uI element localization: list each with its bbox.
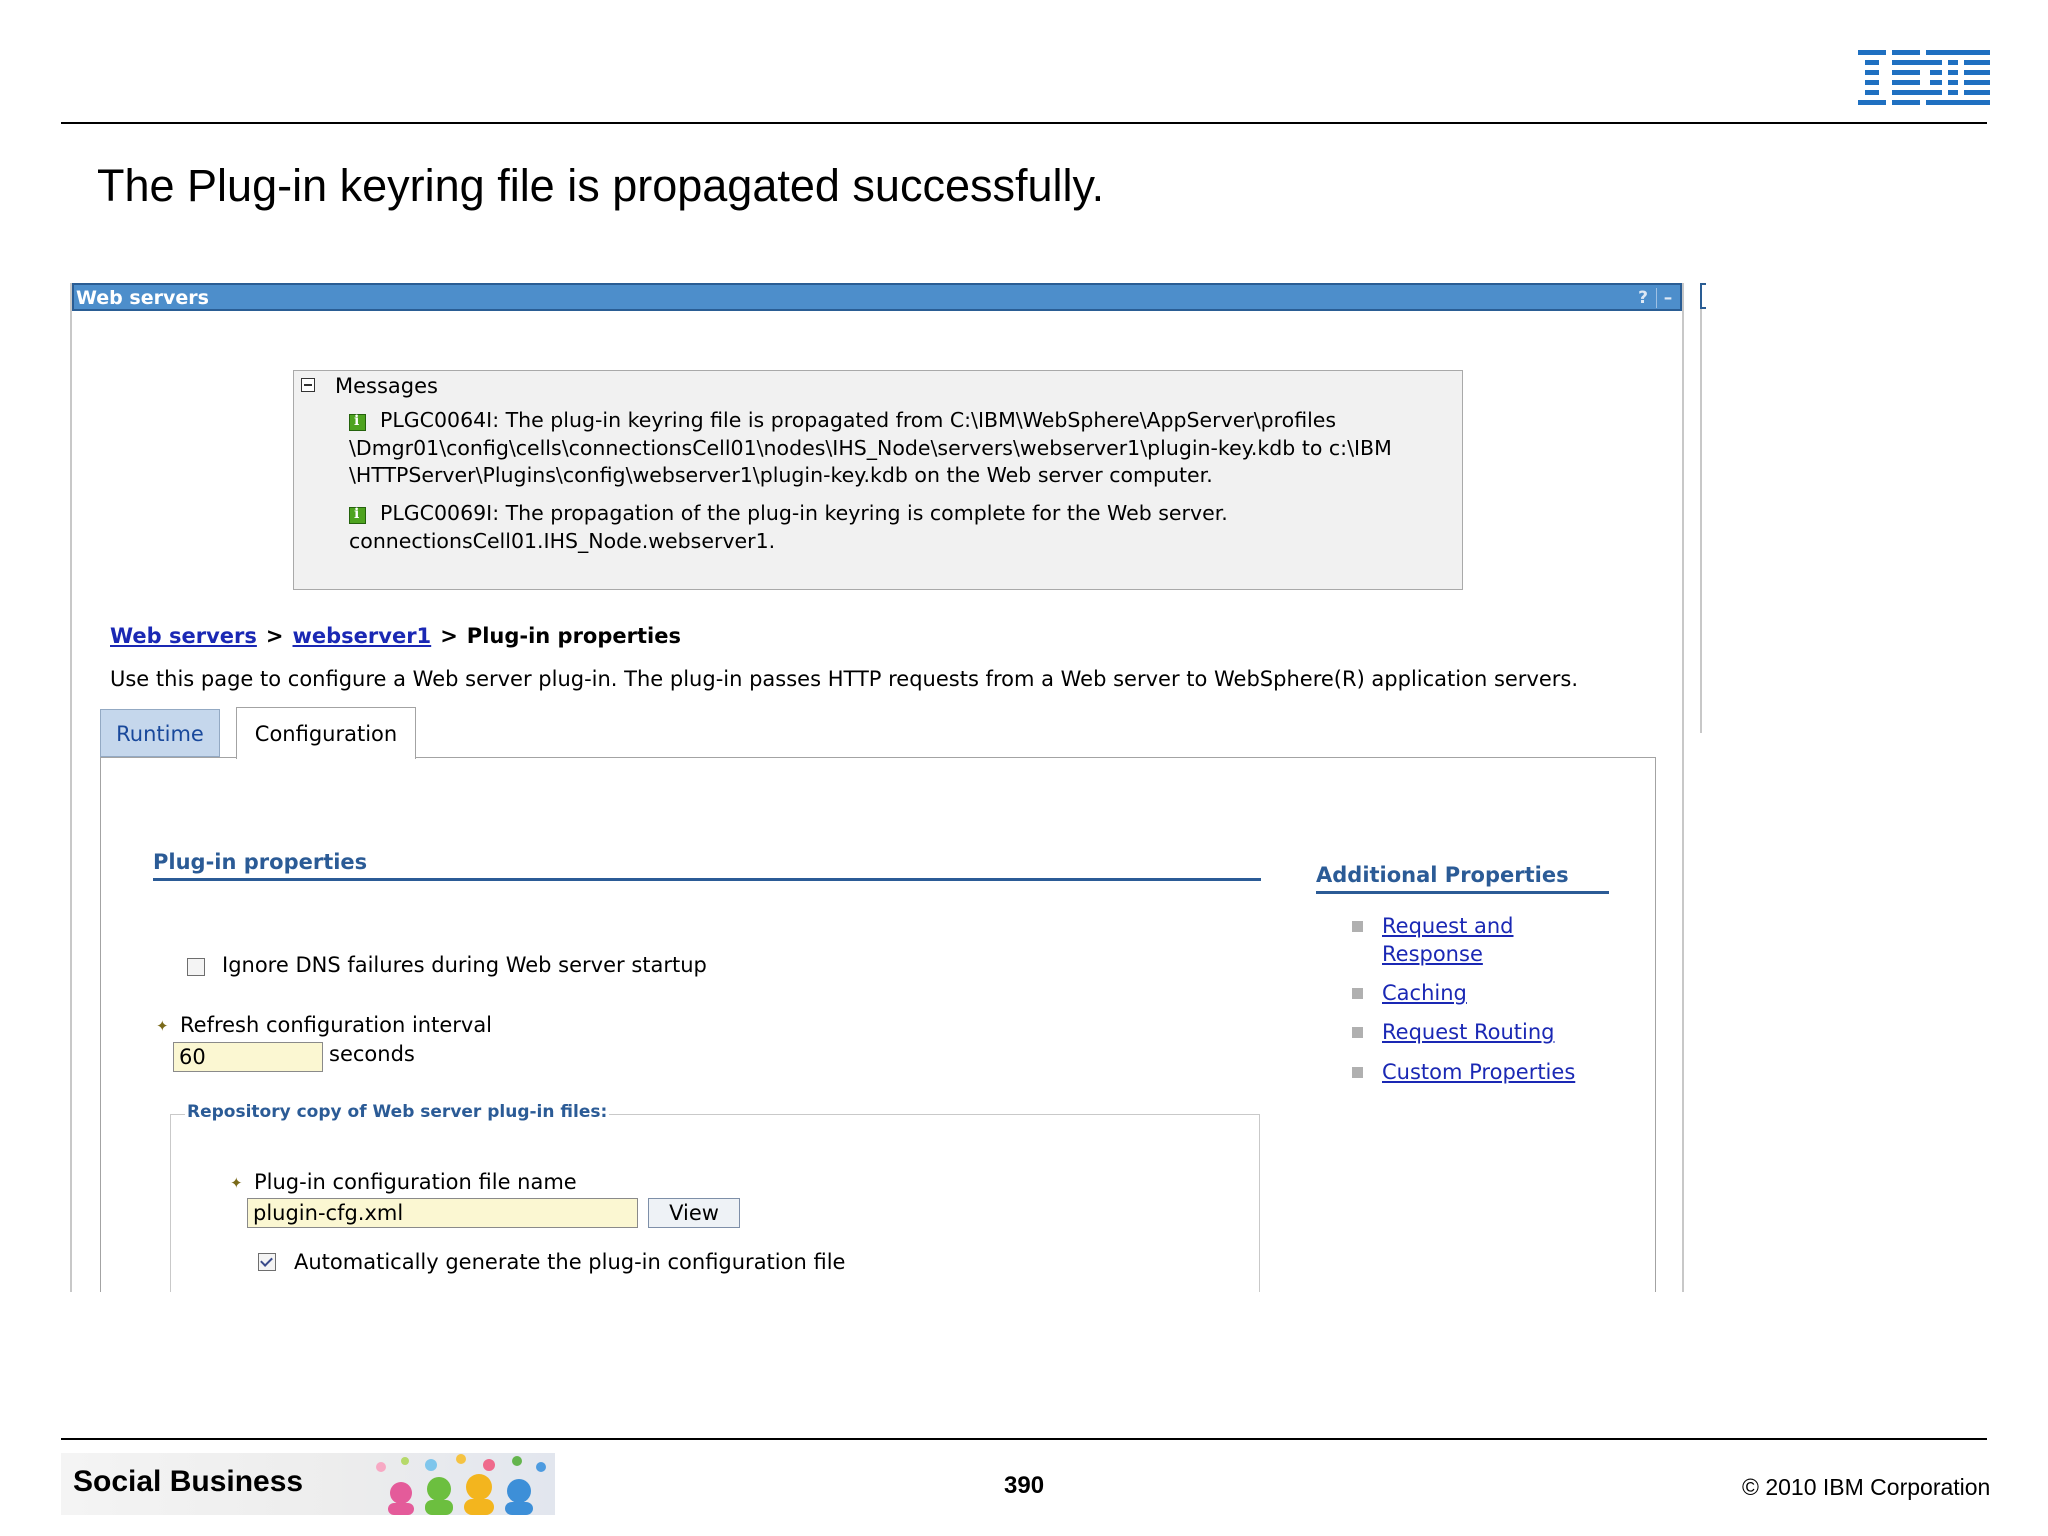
- message-line: PLGC0069I: The propagation of the plug-in keyring is complete for the Web server.: [380, 501, 1228, 525]
- tab-runtime[interactable]: Runtime: [100, 709, 220, 757]
- page-number: 390: [1004, 1472, 1045, 1499]
- web-servers-panel: [70, 283, 1684, 1292]
- custom-properties-link[interactable]: Custom Properties: [1382, 1060, 1576, 1084]
- page-description: Use this page to configure a Web server plug-in. The plug-in passes HTTP requests from a Web server to WebSphere(R) application servers.: [110, 667, 1579, 691]
- messages-label: Messages: [335, 374, 438, 398]
- collapse-icon[interactable]: [301, 378, 315, 392]
- messages-box: [293, 370, 1463, 590]
- footer-brand-text: Social Business: [73, 1465, 304, 1498]
- message-line: connectionsCell01.IHS_Node.webserver1.: [349, 528, 776, 553]
- side-panel-cap: [1700, 283, 1706, 309]
- caching-link[interactable]: Caching: [1382, 981, 1467, 1005]
- breadcrumb-webserver1-link[interactable]: webserver1: [292, 624, 432, 648]
- additional-properties-heading: Additional Properties: [1316, 863, 1569, 887]
- help-button[interactable]: ?: [1638, 288, 1648, 308]
- slide-title: The Plug-in keyring file is propagated successfully.: [97, 160, 1105, 211]
- required-icon: ✦: [156, 1017, 169, 1035]
- tab-configuration[interactable]: Configuration: [236, 707, 416, 759]
- section-rule: [1316, 891, 1609, 894]
- refresh-interval-input[interactable]: [173, 1042, 323, 1072]
- panel-titlebar: [72, 283, 1682, 311]
- people-illustration-icon: [361, 1453, 555, 1515]
- breadcrumb-web-servers-link[interactable]: Web servers: [110, 624, 257, 648]
- config-file-name-label: Plug-in configuration file name: [254, 1170, 577, 1194]
- plugin-properties-heading: Plug-in properties: [153, 850, 368, 874]
- panel-title: Web servers: [76, 287, 209, 309]
- section-rule: [153, 878, 1261, 881]
- message-line: PLGC0064I: The plug-in keyring file is propagated from C:\IBM\WebSphere\AppServer\profiles: [380, 408, 1337, 432]
- refresh-interval-label: Refresh configuration interval: [180, 1013, 493, 1037]
- link-line: Response: [1382, 942, 1483, 966]
- bullet-icon: [1352, 921, 1363, 932]
- breadcrumb-separator: >: [440, 624, 458, 648]
- header-rule: [61, 122, 1987, 124]
- message-line: \Dmgr01\config\cells\connectionsCell01\nodes\IHS_Node\servers\webserver1\plugin-key.kdb to c:\IBM: [349, 435, 1392, 460]
- auto-generate-label: Automatically generate the plug-in configuration file: [294, 1250, 846, 1274]
- message-line: \HTTPServer\Plugins\config\webserver1\plugin-key.kdb on the Web server computer.: [349, 463, 1213, 487]
- footer-rule: [61, 1438, 1987, 1440]
- minimize-button[interactable]: –: [1656, 288, 1679, 308]
- request-and-response-link[interactable]: [1382, 912, 1514, 968]
- ignore-dns-label: Ignore DNS failures during Web server startup: [222, 953, 707, 977]
- repository-legend: Repository copy of Web server plug-in files:: [187, 1102, 608, 1122]
- breadcrumb: [110, 624, 681, 648]
- breadcrumb-current: Plug-in properties: [466, 624, 681, 648]
- auto-generate-checkbox[interactable]: [258, 1253, 276, 1271]
- bullet-icon: [1352, 1067, 1363, 1078]
- link-line: Request and: [1382, 914, 1514, 938]
- copyright: © 2010 IBM Corporation: [1742, 1474, 1991, 1500]
- bullet-icon: [1352, 1027, 1363, 1038]
- required-icon: ✦: [230, 1174, 243, 1192]
- message-item: [349, 407, 1392, 490]
- ignore-dns-checkbox[interactable]: [187, 958, 205, 976]
- seconds-unit-label: seconds: [329, 1042, 415, 1066]
- social-business-banner: [61, 1453, 555, 1515]
- request-routing-link[interactable]: Request Routing: [1382, 1020, 1555, 1044]
- bullet-icon: [1352, 988, 1363, 999]
- breadcrumb-separator: >: [265, 624, 284, 648]
- ibm-logo: [1858, 50, 1990, 106]
- view-button[interactable]: View: [648, 1198, 740, 1228]
- message-item: [349, 500, 1228, 555]
- side-panel-edge: [1700, 283, 1708, 733]
- config-file-name-input[interactable]: [247, 1198, 638, 1228]
